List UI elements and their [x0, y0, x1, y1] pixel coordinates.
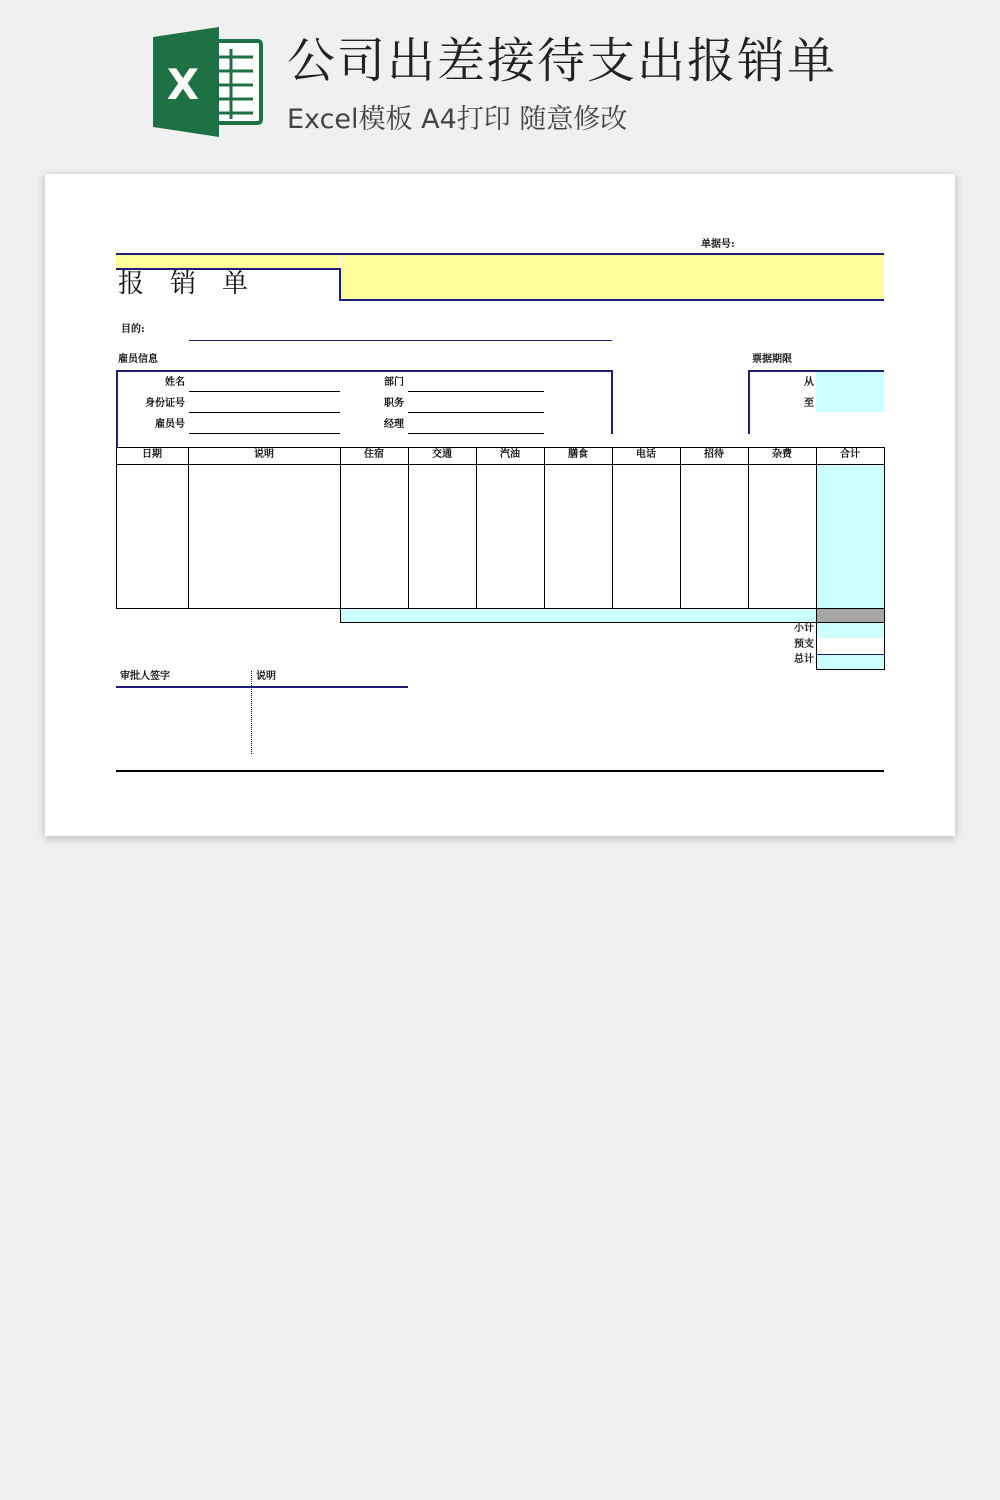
period-to-label: 至	[804, 398, 814, 409]
manager-field[interactable]	[408, 433, 544, 434]
svg-text:X: X	[166, 60, 200, 109]
subtotal-label: 小计	[794, 623, 814, 634]
total-label: 总计	[794, 654, 814, 665]
col-header-description: 说明	[254, 449, 274, 460]
period-from-label: 从	[804, 377, 814, 388]
position-label: 职务	[384, 398, 404, 409]
table-right-border	[884, 447, 885, 670]
purpose-label: 目的:	[121, 324, 145, 335]
table-col-divider	[748, 447, 749, 623]
employee-box-right	[611, 370, 613, 434]
id-number-field[interactable]	[189, 412, 340, 413]
page-subtitle: Excel模板 A4打印 随意修改	[287, 104, 628, 135]
approver-label: 审批人签字	[120, 671, 170, 682]
table-col-divider	[340, 447, 341, 623]
col-header-meals: 膳食	[568, 449, 588, 460]
form-bottom-rule	[116, 770, 884, 772]
subtotal-value-cell[interactable]	[817, 623, 884, 638]
excel-icon	[153, 27, 263, 137]
col-header-date: 日期	[142, 449, 162, 460]
col-header-entertainment: 招待	[704, 449, 724, 460]
name-field[interactable]	[189, 391, 340, 392]
page-title: 公司出差接待支出报销单	[287, 33, 838, 89]
col-header-fuel: 汽油	[500, 449, 520, 460]
doc-number-label: 单据号:	[701, 239, 735, 250]
employee-id-label: 雇员号	[155, 419, 185, 430]
total-top-line	[816, 654, 884, 655]
table-col-divider	[680, 447, 681, 623]
employee-box-top	[116, 370, 612, 372]
totals-bottom-line	[816, 669, 885, 670]
id-number-label: 身份证号	[145, 398, 185, 409]
form-sheet	[45, 174, 955, 836]
col-header-transport: 交通	[432, 449, 452, 460]
table-col-divider	[476, 447, 477, 623]
form-title: 报销单	[118, 269, 275, 299]
col-header-phone: 电话	[636, 449, 656, 460]
table-col-divider	[408, 447, 409, 623]
advance-label: 预支	[794, 639, 814, 650]
table-col-divider	[188, 447, 189, 609]
table-top-line	[116, 447, 884, 448]
notes-field[interactable]	[253, 688, 408, 752]
col-header-lodging: 住宿	[364, 449, 384, 460]
title-bottom-line	[339, 299, 884, 301]
col-header-total: 合计	[840, 449, 860, 460]
approval-divider	[251, 671, 252, 754]
employee-section-label: 雇员信息	[118, 354, 158, 365]
col-header-misc: 杂费	[772, 449, 792, 460]
name-label: 姓名	[165, 377, 185, 388]
approver-signature-field[interactable]	[116, 688, 250, 752]
notes-label: 说明	[256, 671, 276, 682]
position-field[interactable]	[408, 412, 544, 413]
table-left-border	[116, 447, 117, 609]
employee-id-field[interactable]	[189, 433, 340, 434]
table-col-divider	[544, 447, 545, 623]
subtotal-gray-cell	[817, 609, 884, 623]
department-field[interactable]	[408, 391, 544, 392]
total-column-fill	[817, 465, 884, 609]
table-col-divider	[612, 447, 613, 623]
doc-number-field[interactable]	[341, 255, 884, 299]
title-divider	[339, 268, 341, 300]
department-label: 部门	[384, 377, 404, 388]
table-header-line	[116, 464, 884, 465]
period-section-label: 票据期限	[752, 354, 792, 365]
total-value-cell[interactable]	[817, 655, 884, 669]
subtotal-row-fill[interactable]	[341, 609, 816, 623]
period-fields[interactable]	[816, 372, 884, 412]
purpose-field[interactable]	[189, 340, 612, 341]
manager-label: 经理	[384, 419, 404, 430]
